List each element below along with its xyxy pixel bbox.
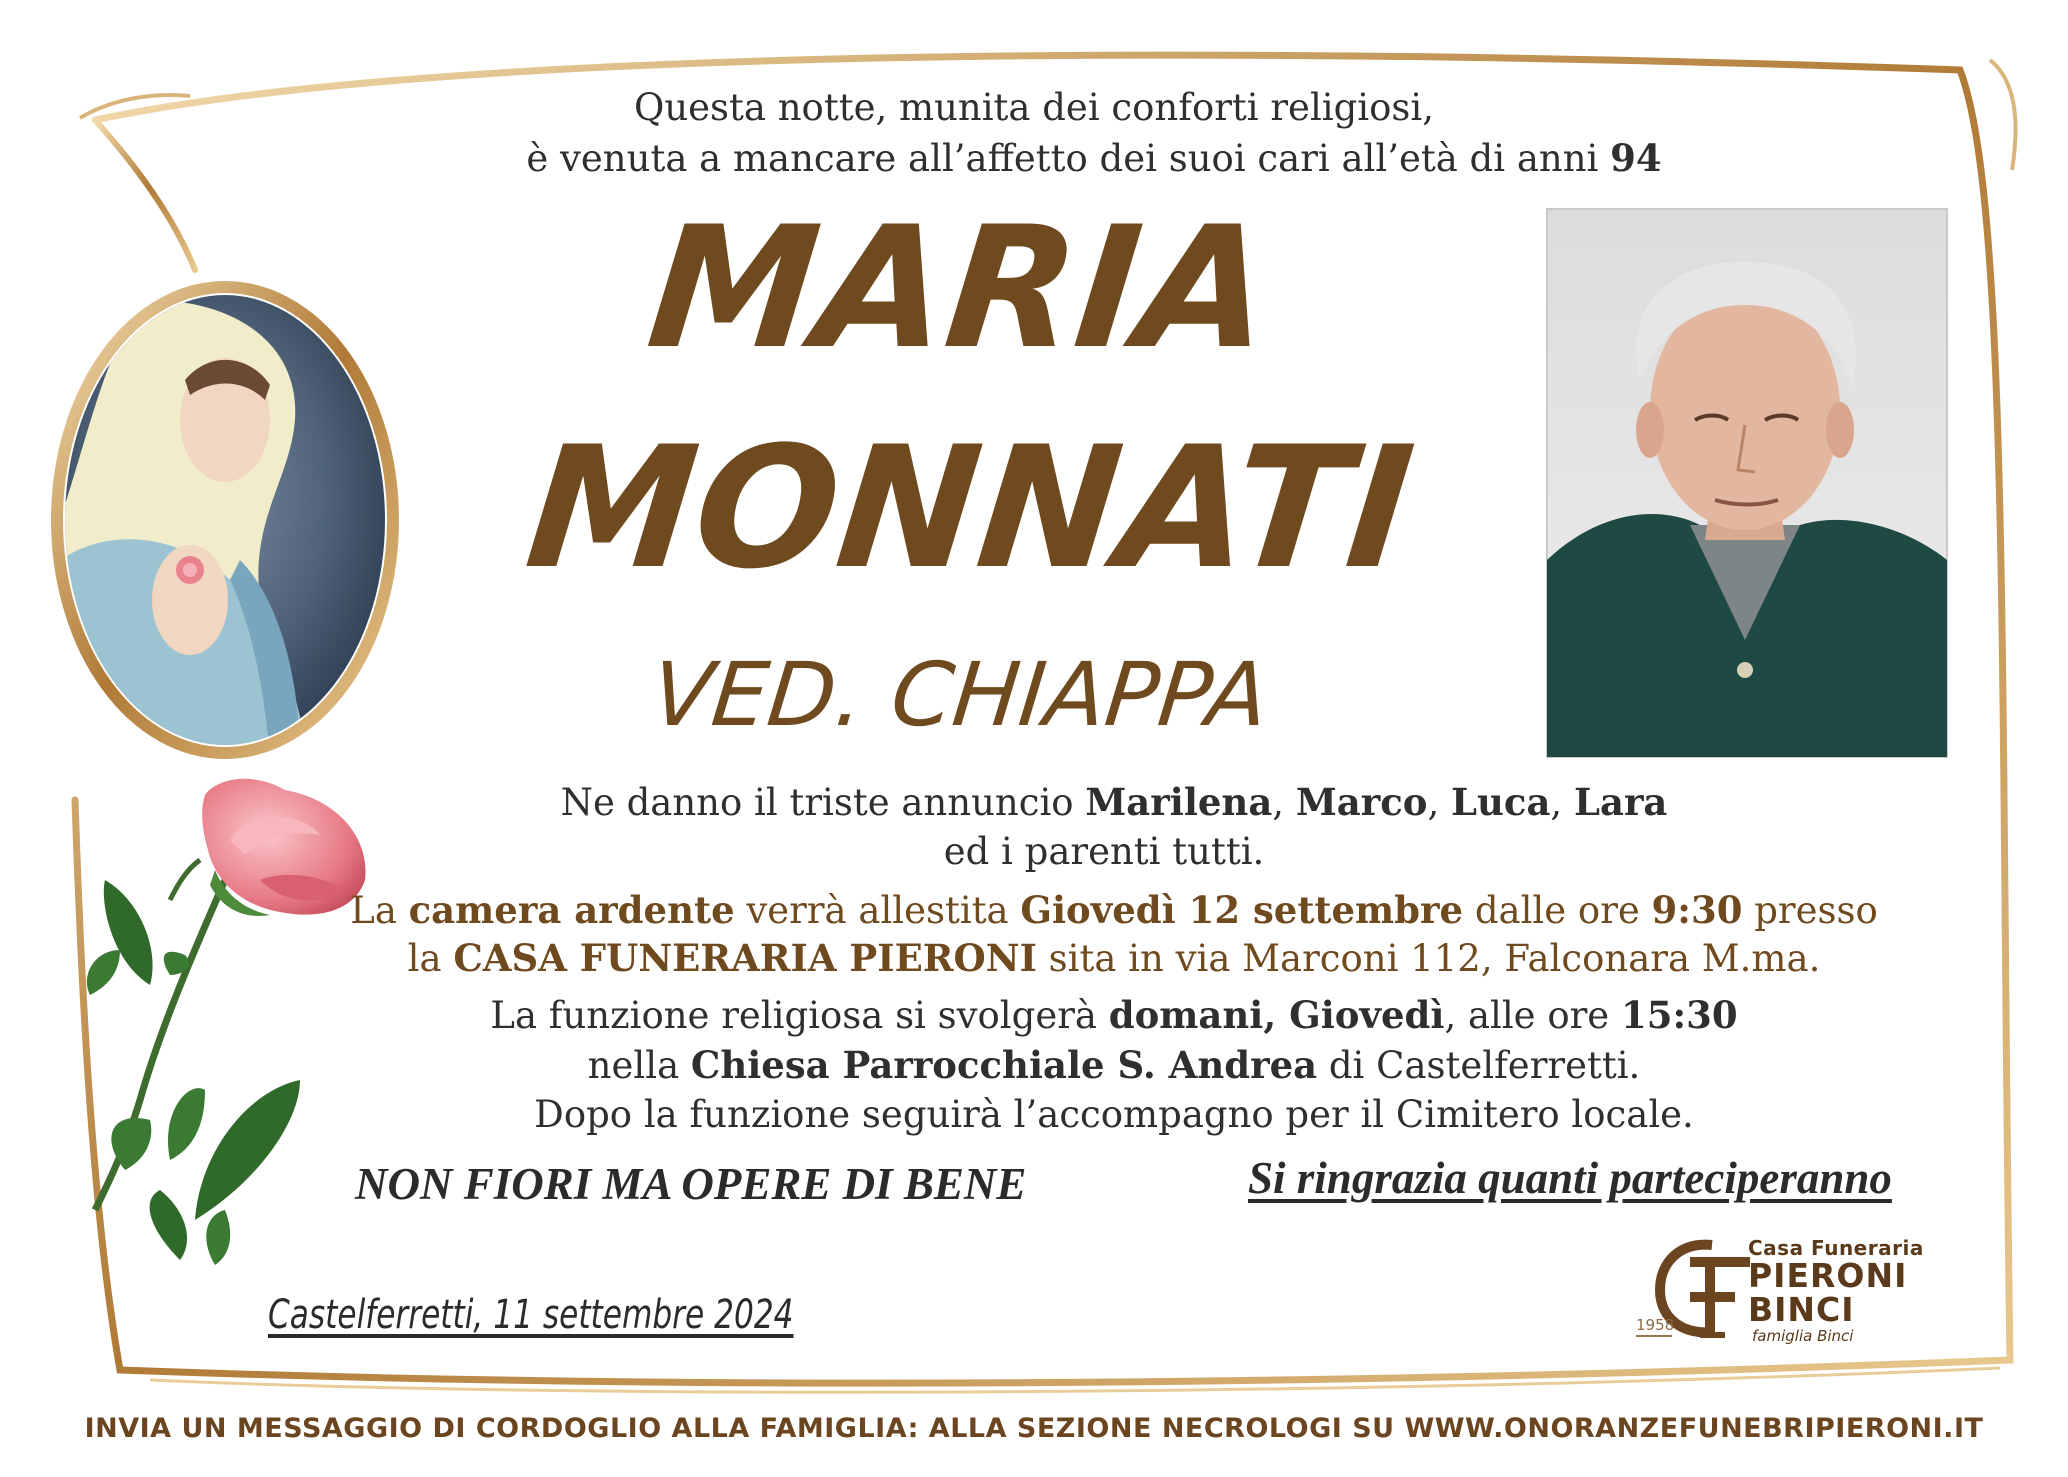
- relative-name: Marilena: [1085, 780, 1273, 824]
- service-church: Chiesa Parrocchiale S. Andrea: [690, 1043, 1318, 1087]
- relative-name: Lara: [1573, 780, 1668, 824]
- announcement-line-2: ed i parenti tutti.: [943, 830, 1265, 873]
- logo-year: 1958: [1636, 1316, 1675, 1334]
- service-line-2: [80, 1043, 2068, 1087]
- announcement-prefix: Ne danno il triste annuncio: [560, 781, 1086, 824]
- service-line-1: [80, 993, 2068, 1037]
- logo-line-1: Casa Funeraria: [1748, 1236, 1924, 1260]
- wake-time: 9:30: [1651, 888, 1743, 932]
- name-separator: ,: [1427, 781, 1451, 824]
- deceased-photo: [1547, 209, 1947, 757]
- wake-line-1: [80, 888, 2068, 932]
- widow-of-name: VED. CHIAPPA: [647, 643, 1274, 746]
- place-and-date: Castelferretti, 11 settembre 2024: [268, 1292, 794, 1338]
- wake-text: verrà allestita: [734, 889, 1021, 932]
- name-separator: ,: [1550, 781, 1574, 824]
- name-separator: ,: [1272, 781, 1296, 824]
- relative-name: Marco: [1295, 780, 1428, 824]
- wake-location: CASA FUNERARIA PIERONI: [453, 936, 1037, 980]
- deceased-first-name: MARIA: [640, 190, 1280, 386]
- age-value: 94: [1610, 136, 1662, 180]
- service-text: La funzione religiosa si svolgerà: [490, 994, 1109, 1037]
- intro-line-2: [60, 136, 2068, 180]
- logo-line-2: PIERONI: [1748, 1256, 1908, 1295]
- no-flowers-note: NON FIORI MA OPERE DI BENE: [355, 1159, 1027, 1209]
- intro-line-2-text: è venuta a mancare all’affetto dei suoi cari all’età di anni: [526, 137, 1611, 180]
- wake-text: la: [407, 937, 454, 980]
- deceased-last-name: MONNATI: [518, 410, 1422, 606]
- wake-text: La: [350, 889, 409, 932]
- wake-text: presso: [1742, 889, 1878, 932]
- relative-name: Luca: [1451, 780, 1551, 824]
- wake-text: sita in via Marconi 112, Falconara M.ma.: [1036, 937, 1821, 980]
- madonna-oval-portrait: [57, 287, 393, 760]
- wake-text: camera ardente: [408, 888, 735, 932]
- wake-date: Giovedì 12 settembre: [1020, 888, 1464, 932]
- logo-line-3: BINCI: [1748, 1290, 1855, 1329]
- service-day: domani, Giovedì: [1108, 993, 1445, 1037]
- intro-line-1: Questa notte, munita dei conforti religiosi,: [633, 86, 1435, 129]
- service-text: , alle ore: [1444, 994, 1621, 1037]
- thanks-note: Si ringrazia quanti parteciperanno: [1248, 1153, 1892, 1203]
- announcement-line-1: [80, 780, 2068, 824]
- service-time: 15:30: [1620, 993, 1738, 1037]
- service-text: di Castelferretti.: [1317, 1044, 1641, 1087]
- wake-line-2: [80, 936, 2068, 980]
- condolence-footer: INVIA UN MESSAGGIO DI CORDOGLIO ALLA FAMIGLIA: ALLA SEZIONE NECROLOGI SU WWW.ONORANZEFUNEBRIPIERONI.IT: [84, 1413, 1984, 1444]
- logo-tagline: famiglia Binci: [1752, 1327, 1854, 1345]
- service-line-3: Dopo la funzione seguirà l’accompagno per il Cimitero locale.: [534, 1093, 1694, 1136]
- service-text: nella: [587, 1044, 691, 1087]
- wake-text: dalle ore: [1463, 889, 1652, 932]
